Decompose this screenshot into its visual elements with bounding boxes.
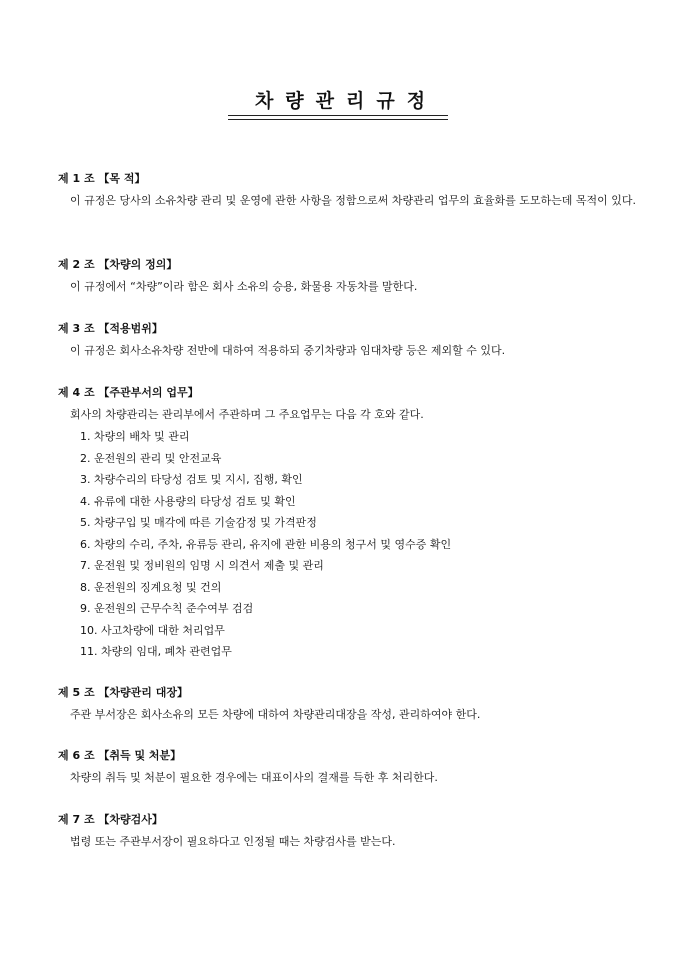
article-heading: 제 4 조 【주관부서의 업무】: [58, 386, 199, 399]
list-item: 9. 운전원의 근무수칙 준수여부 검검: [80, 602, 254, 615]
article-text: 이 규정은 당사의 소유차량 관리 및 운영에 관한 사항을 정함으로써 차량관리 업무의 효율화를 도모하는데 목적이 있다.: [70, 194, 636, 207]
duty-list: [58, 426, 638, 663]
title-underline-bottom: [228, 119, 448, 120]
article-heading: 제 1 조 【목 적】: [58, 172, 146, 185]
article-5: [58, 686, 638, 726]
article-2: [58, 258, 638, 298]
article-heading: 제 3 조 【적용범위】: [58, 322, 163, 335]
list-item: 5. 차량구입 및 매각에 따른 기술감정 및 가격판정: [80, 516, 317, 529]
list-item: 8. 운전원의 징계요청 및 건의: [80, 580, 222, 594]
list-item: 7. 운전원 및 정비원의 임명 시 의견서 제출 및 관리: [80, 559, 324, 572]
article-text: 이 규정에서 “차량”이라 함은 회사 소유의 승용, 화물용 자동차를 말한다.: [70, 280, 418, 293]
article-4: [58, 386, 638, 663]
title-underline-top: [228, 115, 448, 116]
list-item: 4. 유류에 대한 사용량의 타당성 검토 및 확인: [80, 494, 296, 508]
article-text: 법령 또는 주관부서장이 필요하다고 인정될 때는 차량검사를 받는다.: [70, 835, 396, 848]
article-heading: 제 6 조 【취득 및 처분】: [58, 749, 182, 762]
list-item: 6. 차량의 수리, 주차, 유류등 관리, 유지에 관한 비용의 청구서 및 영수증 확인: [80, 537, 452, 551]
list-item: 10. 사고차량에 대한 처리업무: [80, 623, 225, 637]
article-6: [58, 749, 638, 789]
article-text: 주관 부서장은 회사소유의 모든 차량에 대하여 차량관리대장을 작성, 관리하여야 한다.: [70, 708, 481, 721]
article-3: [58, 322, 638, 362]
article-text: 차량의 취득 및 처분이 필요한 경우에는 대표이사의 결재를 득한 후 처리한다.: [70, 771, 438, 784]
article-text: 회사의 차량관리는 관리부에서 주관하며 그 주요업무는 다음 각 호와 같다.: [70, 408, 424, 421]
article-heading: 제 2 조 【차량의 정의】: [58, 258, 178, 271]
document-title: 차량관리규정: [254, 90, 438, 112]
article-heading: 제 7 조 【차량검사】: [58, 813, 163, 826]
article-heading: 제 5 조 【차량관리 대장】: [58, 686, 188, 699]
list-item: 11. 차량의 임대, 폐차 관련업무: [80, 645, 232, 658]
list-item: 2. 운전원의 관리 및 안전교육: [80, 451, 222, 465]
article-1: [58, 172, 638, 212]
article-7: [58, 813, 638, 853]
list-item: 1. 차량의 배차 및 관리: [80, 430, 190, 443]
list-item: 3. 차량수리의 타당성 검토 및 지시, 집행, 확인: [80, 473, 303, 486]
article-text: 이 규정은 회사소유차량 전반에 대하여 적용하되 중기차량과 임대차량 등은 제외할 수 있다.: [70, 344, 506, 357]
